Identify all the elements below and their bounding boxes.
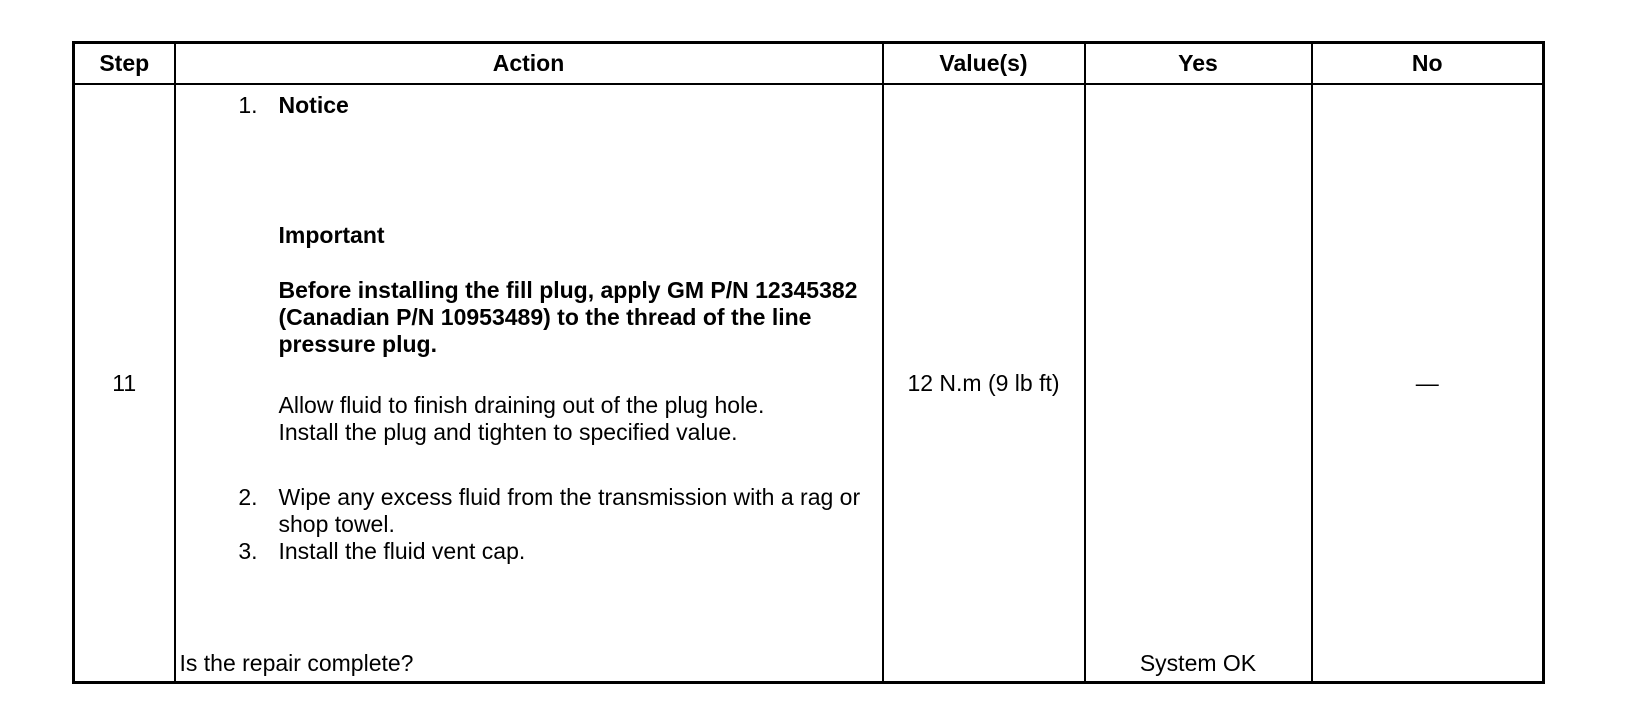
yes-result: System OK [1139,650,1257,676]
header-no: No [1312,43,1544,85]
action-step-2 [72,484,882,538]
step-1-number: 1. [238,92,258,118]
header-row [74,43,1544,85]
action-step-1 [72,92,882,446]
no-cell: — [1312,84,1544,683]
step-2-text: Wipe any excess fluid from the transmission with a rag or shop towel. [278,484,861,537]
step-2-number: 2. [238,484,258,510]
repair-question: Is the repair complete? [179,650,414,676]
action-step-3 [72,538,882,565]
action-cell [175,84,883,683]
step-3-number: 3. [238,538,258,564]
step-3-text: Install the fluid vent cap. [278,538,526,564]
header-values: Value(s) [883,43,1085,85]
yes-cell [1085,84,1312,683]
value-cell: 12 N.m (9 lb ft) [883,84,1085,683]
header-yes: Yes [1085,43,1312,85]
header-action: Action [175,43,883,85]
diagnostic-table [72,41,1545,684]
instruction-line-1: Allow fluid to finish draining out of the plug hole. [278,392,765,418]
action-steps [176,85,882,565]
instruction-line-2: Install the plug and tighten to specified value. [278,419,738,445]
notice-label: Notice [278,92,349,118]
important-label: Important [278,222,385,248]
step-number: 11 [74,84,175,683]
table-row [74,84,1544,683]
important-text: Before installing the fill plug, apply GM P/N 12345382 (Canadian P/N 10953489) to the thread of the line pressure plug. [278,277,858,357]
header-step: Step [74,43,175,85]
table-header [74,43,1544,85]
